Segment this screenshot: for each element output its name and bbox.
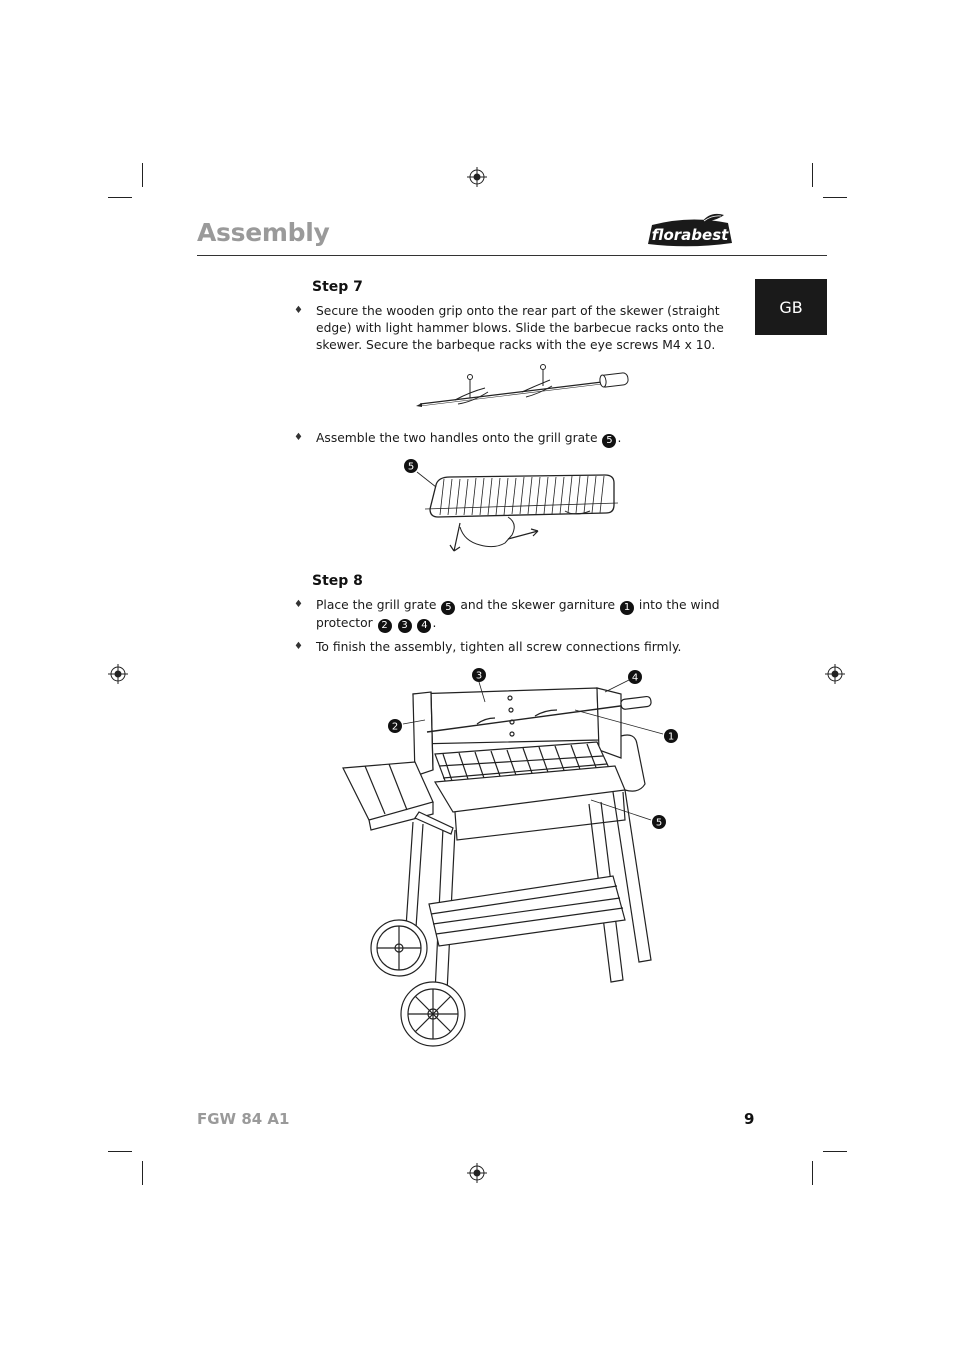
registration-mark-icon (467, 167, 487, 187)
callout-2: 2 (391, 721, 399, 733)
callout-3: 3 (475, 670, 483, 682)
registration-mark-icon (467, 1163, 487, 1183)
florabest-logo (646, 213, 734, 247)
header-rule (197, 255, 827, 256)
crop-mark (823, 1151, 847, 1152)
part-ref-badge: 1 (620, 601, 634, 615)
crop-mark (812, 1161, 813, 1185)
step7-paragraph2 (316, 430, 726, 448)
crop-mark (142, 163, 143, 187)
grill-grate-illustration (400, 455, 630, 560)
skewer-illustration (410, 362, 635, 412)
sentence-end: . (432, 616, 437, 630)
step7-paragraph2-text: Assemble the two handles onto the grill grate (316, 431, 598, 445)
part-ref-badge: 5 (602, 434, 616, 448)
callout-4: 4 (631, 672, 639, 684)
bullet-icon: ♦ (294, 641, 303, 652)
step8-p1-a: Place the grill grate (316, 598, 437, 612)
bullet-icon: ♦ (294, 305, 303, 316)
part-ref-badge: 2 (378, 619, 392, 633)
footer-model: FGW 84 A1 (197, 1110, 290, 1128)
part-ref-badge: 5 (441, 601, 455, 615)
step8-p1-b: and the skewer garniture (460, 598, 616, 612)
crop-mark (823, 197, 847, 198)
step8-paragraph1 (316, 597, 726, 633)
logo-text: florabest (651, 226, 729, 244)
crop-mark (812, 163, 813, 187)
step8-p1-c: into the wind protector (316, 598, 720, 630)
crop-mark (108, 197, 132, 198)
sentence-end: . (617, 431, 622, 445)
step7-heading: Step 7 (312, 279, 363, 295)
registration-mark-icon (825, 664, 845, 684)
crop-mark (142, 1161, 143, 1185)
step7-paragraph1: Secure the wooden grip onto the rear part of the skewer (straight edge) with light hammer blows. Slide the barbecue racks onto the skewer. Secure the barbeque racks with the eye screws M4 x 10. (316, 304, 724, 352)
bullet-icon: ♦ (294, 432, 303, 443)
language-tab: GB (755, 279, 827, 335)
page-title: Assembly (197, 218, 330, 247)
callout-5: 5 (407, 461, 415, 473)
registration-mark-icon (108, 664, 128, 684)
step8-paragraph2: To finish the assembly, tighten all screw connections firmly. (316, 640, 682, 654)
page-number: 9 (744, 1110, 755, 1128)
callout-5: 5 (655, 817, 663, 829)
crop-mark (108, 1151, 132, 1152)
callout-1: 1 (667, 731, 675, 743)
part-ref-badge: 3 (398, 619, 412, 633)
bullet-icon: ♦ (294, 599, 303, 610)
step8-heading: Step 8 (312, 573, 363, 589)
part-ref-badge: 4 (417, 619, 431, 633)
assembled-grill-illustration (335, 662, 695, 1052)
